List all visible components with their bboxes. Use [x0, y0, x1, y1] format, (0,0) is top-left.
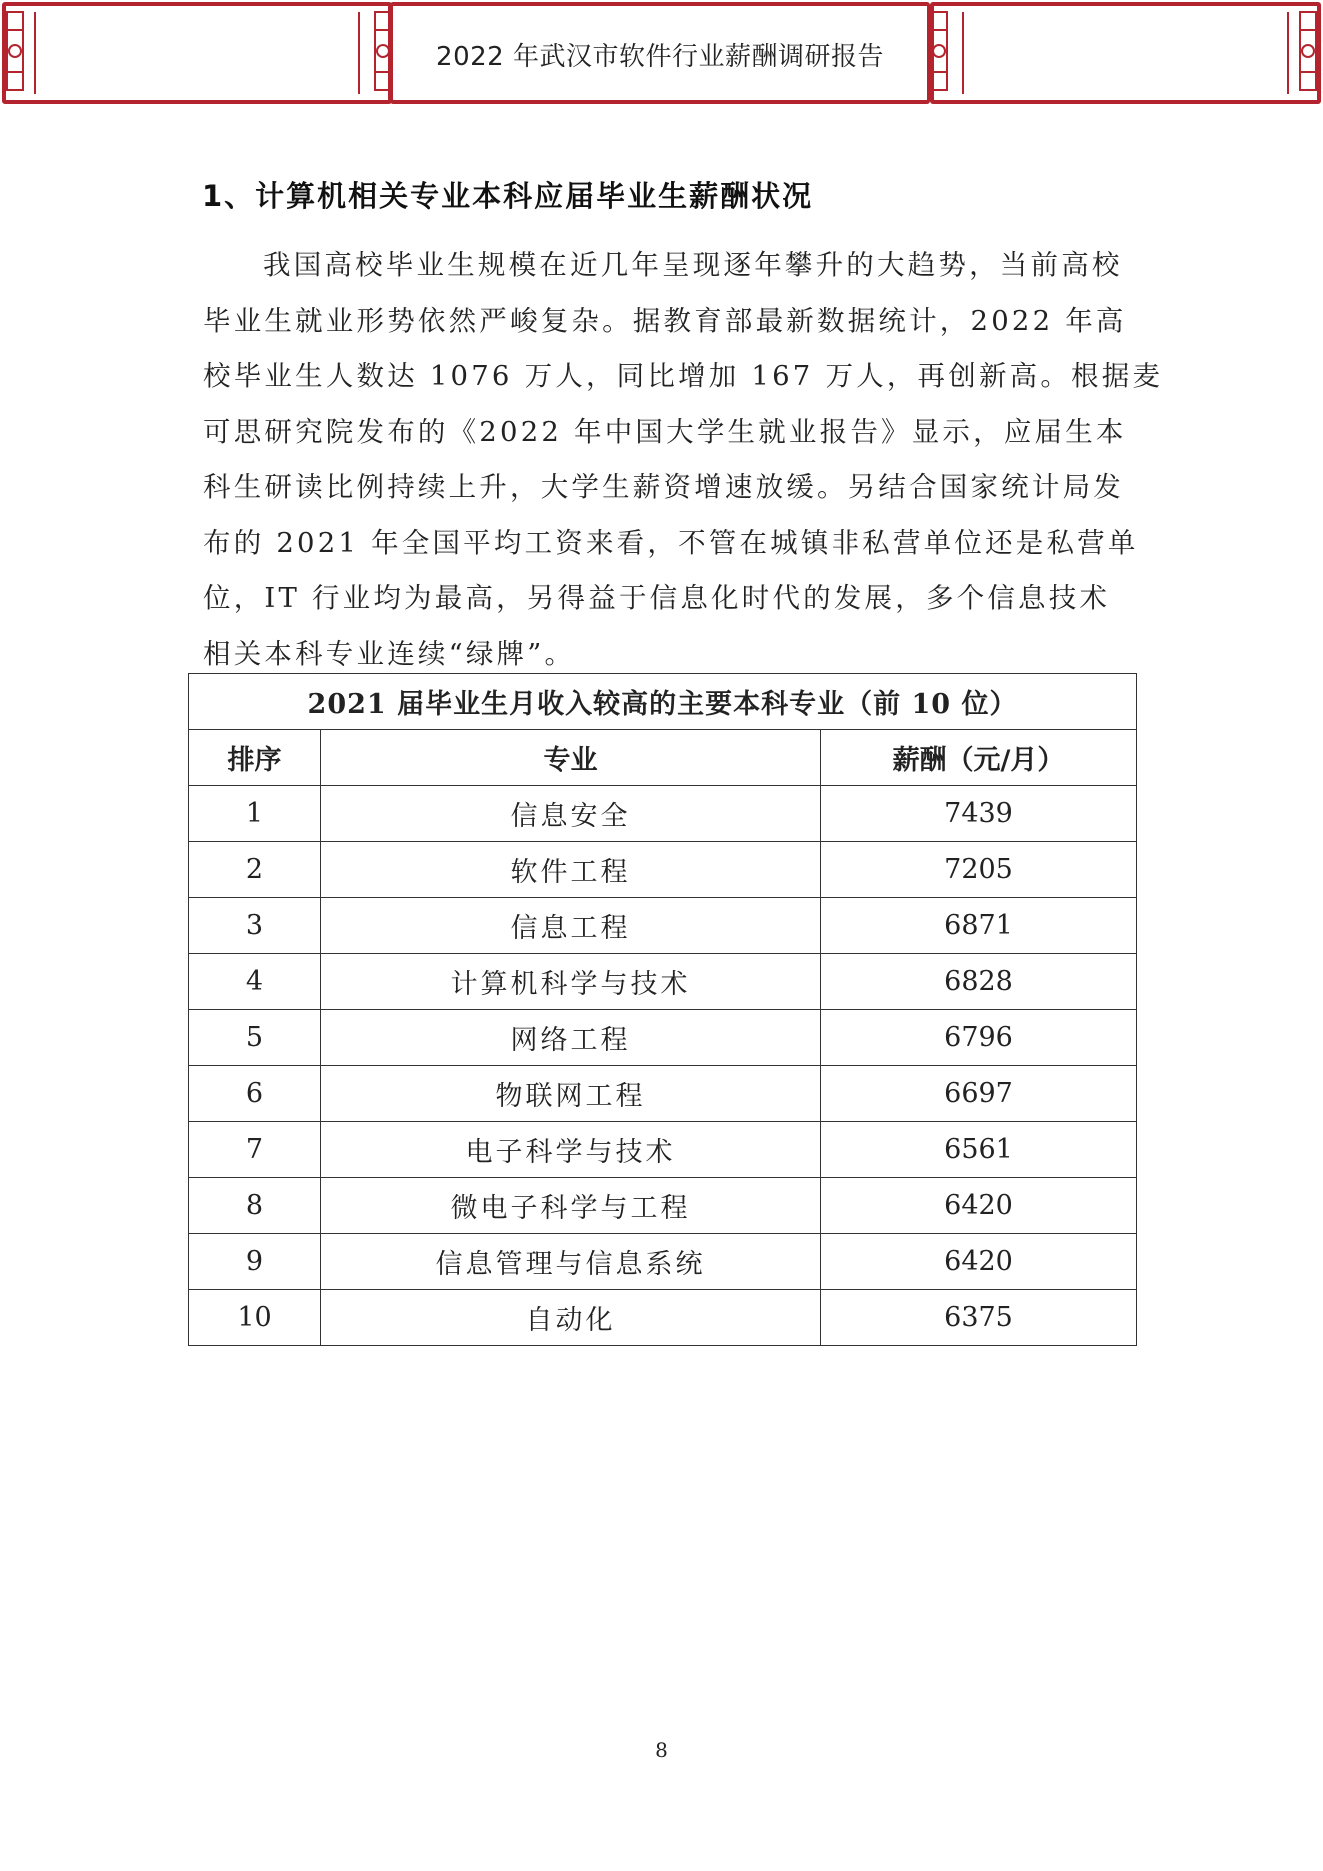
table-row — [189, 954, 1137, 1010]
section-heading: 1、计算机相关专业本科应届毕业生薪酬状况 — [202, 179, 814, 213]
table-row — [189, 1178, 1137, 1234]
table-row — [189, 1010, 1137, 1066]
paragraph-line: 位，IT 行业均为最高，另得益于信息化时代的发展，多个信息技术 — [203, 582, 1111, 614]
major-cell: 信息安全 — [321, 786, 821, 842]
salary-cell: 6420 — [821, 1234, 1137, 1290]
body-paragraph — [203, 242, 1164, 686]
header-border-line — [1287, 12, 1289, 94]
salary-table — [188, 673, 1137, 1346]
knot-ornament-icon — [1297, 10, 1319, 92]
major-cell: 网络工程 — [321, 1010, 821, 1066]
salary-cell: 7439 — [821, 786, 1137, 842]
column-header-salary: 薪酬（元/月） — [821, 730, 1137, 786]
knot-ornament-icon — [4, 10, 26, 92]
major-cell: 计算机科学与技术 — [321, 954, 821, 1010]
header-border-line — [34, 12, 36, 94]
salary-cell: 7205 — [821, 842, 1137, 898]
rank-cell: 7 — [189, 1122, 321, 1178]
table-row — [189, 786, 1137, 842]
table-row — [189, 1290, 1137, 1346]
column-header-rank: 排序 — [189, 730, 321, 786]
header-frame-left — [2, 2, 392, 104]
salary-cell: 6375 — [821, 1290, 1137, 1346]
major-cell: 信息工程 — [321, 898, 821, 954]
page-number: 8 — [655, 1738, 668, 1762]
salary-cell: 6828 — [821, 954, 1137, 1010]
major-cell: 微电子科学与工程 — [321, 1178, 821, 1234]
major-cell: 信息管理与信息系统 — [321, 1234, 821, 1290]
table-row — [189, 1122, 1137, 1178]
rank-cell: 9 — [189, 1234, 321, 1290]
major-cell: 自动化 — [321, 1290, 821, 1346]
header-border-line — [358, 12, 360, 94]
rank-cell: 6 — [189, 1066, 321, 1122]
rank-cell: 1 — [189, 786, 321, 842]
major-cell: 软件工程 — [321, 842, 821, 898]
salary-cell: 6561 — [821, 1122, 1137, 1178]
rank-cell: 10 — [189, 1290, 321, 1346]
paragraph-line: 校毕业生人数达 1076 万人，同比增加 167 万人，再创新高。根据麦 — [203, 360, 1164, 392]
table-row — [189, 1234, 1137, 1290]
header-border-line — [962, 12, 964, 94]
report-title: 2022 年武汉市软件行业薪酬调研报告 — [436, 42, 884, 72]
salary-cell: 6420 — [821, 1178, 1137, 1234]
table-row — [189, 1066, 1137, 1122]
header-frame-right — [930, 2, 1321, 104]
rank-cell: 3 — [189, 898, 321, 954]
knot-ornament-icon — [928, 10, 950, 92]
salary-cell: 6796 — [821, 1010, 1137, 1066]
rank-cell: 4 — [189, 954, 321, 1010]
rank-cell: 5 — [189, 1010, 321, 1066]
rank-cell: 2 — [189, 842, 321, 898]
rank-cell: 8 — [189, 1178, 321, 1234]
paragraph-line: 我国高校毕业生规模在近几年呈现逐年攀升的大趋势，当前高校 — [263, 249, 1123, 281]
table-caption-row — [189, 674, 1137, 730]
paragraph-line: 布的 2021 年全国平均工资来看，不管在城镇非私营单位还是私营单 — [203, 526, 1139, 559]
table-header-row — [189, 730, 1137, 786]
major-cell: 物联网工程 — [321, 1066, 821, 1122]
column-header-major: 专业 — [321, 730, 821, 786]
table-row — [189, 842, 1137, 898]
salary-cell: 6697 — [821, 1066, 1137, 1122]
table-caption: 2021 届毕业生月收入较高的主要本科专业（前 10 位） — [189, 674, 1137, 730]
paragraph-line: 科生研读比例持续上升，大学生薪资增速放缓。另结合国家统计局发 — [203, 471, 1124, 503]
major-cell: 电子科学与技术 — [321, 1122, 821, 1178]
table-row — [189, 898, 1137, 954]
paragraph-line: 相关本科专业连续“绿牌”。 — [203, 637, 576, 670]
salary-cell: 6871 — [821, 898, 1137, 954]
paragraph-line: 毕业生就业形势依然严峻复杂。据教育部最新数据统计，2022 年高 — [203, 304, 1127, 337]
paragraph-line: 可思研究院发布的《2022 年中国大学生就业报告》显示，应届生本 — [203, 415, 1127, 448]
